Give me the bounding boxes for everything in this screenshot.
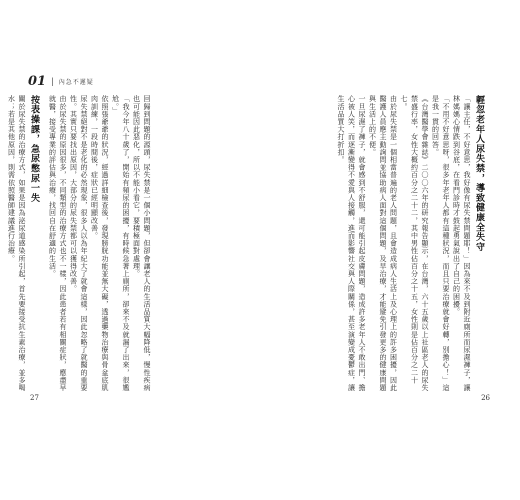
- page-number-left: 27: [30, 394, 39, 402]
- chapter-number: 01: [28, 74, 47, 89]
- page-number-right: 26: [481, 394, 490, 402]
- right-paragraph: 「不用不好意思呀，很多年老年人都有這種狀況，而且只要治療就會好轉，別擔心！」這是我一貫的回答。: [431, 95, 450, 392]
- left-paragraph: 「我今年八十歲了，開始有頻尿的困擾，有時候急著上廁所，卻來不及就漏了出來，很尷尬。」: [111, 95, 130, 392]
- running-head-divider: |: [51, 77, 54, 86]
- right-page: [260, 0, 520, 500]
- left-paragraph: 回歸到問題的源頭，尿失禁是一個小問題，但卻會讓老人的生活品質大幅降低，慢性疾病也可能因此惡化，所以不能小看它，要積極面對處理。: [132, 95, 151, 392]
- left-paragraph: 依照張爺爺的狀況，經過詳細檢查後，發現膀胱功能並無大礙，透過藥物治療與骨盆底肌肉訓練，一段時間後，症狀已經明顯改善。: [90, 95, 109, 392]
- right-page-text: [296, 95, 486, 395]
- right-paragraph: 一旦尿濕了褲子，就會感到不舒服，還可能引起皮膚問題，造成許多老年人不敢出門、擔心被人笑，而逐漸變得不愛與人接觸，進而影響社交與人際關係，甚至演變成憂鬱症，讓生活品質大打折扣。: [337, 95, 366, 392]
- right-paragraph: 《台灣醫學會雜誌》二〇〇六年的研究報告顯示，在台灣，六十五歲以上社區老人的尿失禁盛行率，女性大概約百分之二十二，其中男性佔百分之十五，女性則是佔百分之二十七。: [400, 95, 429, 392]
- left-paragraph: 由於尿失禁的原因很多，不同類型的治療方式也不一樣，因此患者若有相關症狀，應盡早就醫，接受專業的評估與治療，找回自在舒適的生活。: [48, 95, 67, 392]
- left-page-text: [7, 95, 152, 395]
- running-head: [28, 74, 94, 89]
- left-paragraph: 關於尿失禁的治療方式，如果是因為泌尿道感染所引起，首先要接受抗生素治療，並多喝水；若是其他原因，則需依照醫師建議進行治療。: [7, 95, 26, 392]
- section-heading: 輕忽老年人尿失禁，導致健康全失守: [474, 95, 484, 252]
- section-heading: 按表操課，急尿憋尿一失: [29, 95, 39, 203]
- right-paragraph: 「讓主任，不好意思，我好像有尿失禁問題耶！」因為來不及到附近廁所而尿濕褲子，讓林媽媽心情跌到谷底，在看門診時才鼓起勇氣說出了自己的困擾。: [452, 95, 471, 392]
- chapter-title: 內急不遲疑: [58, 79, 94, 86]
- left-paragraph: 尿失禁絕對不是老化的必然現象，很多人以為年紀大了就會這樣，因此忽略了就醫的重要性。其實只要找出原因，大部分的尿失禁都可以獲得改善。: [69, 95, 88, 392]
- right-paragraph: 由於尿失禁是一個相當普遍的老人問題，且會造成病人生活上及心理上的許多困擾，因此醫護人員應主動詢問並協助病人面對這個問題，及早治療，才能避免引發更多的健康問題與生活上的不便。: [368, 95, 398, 392]
